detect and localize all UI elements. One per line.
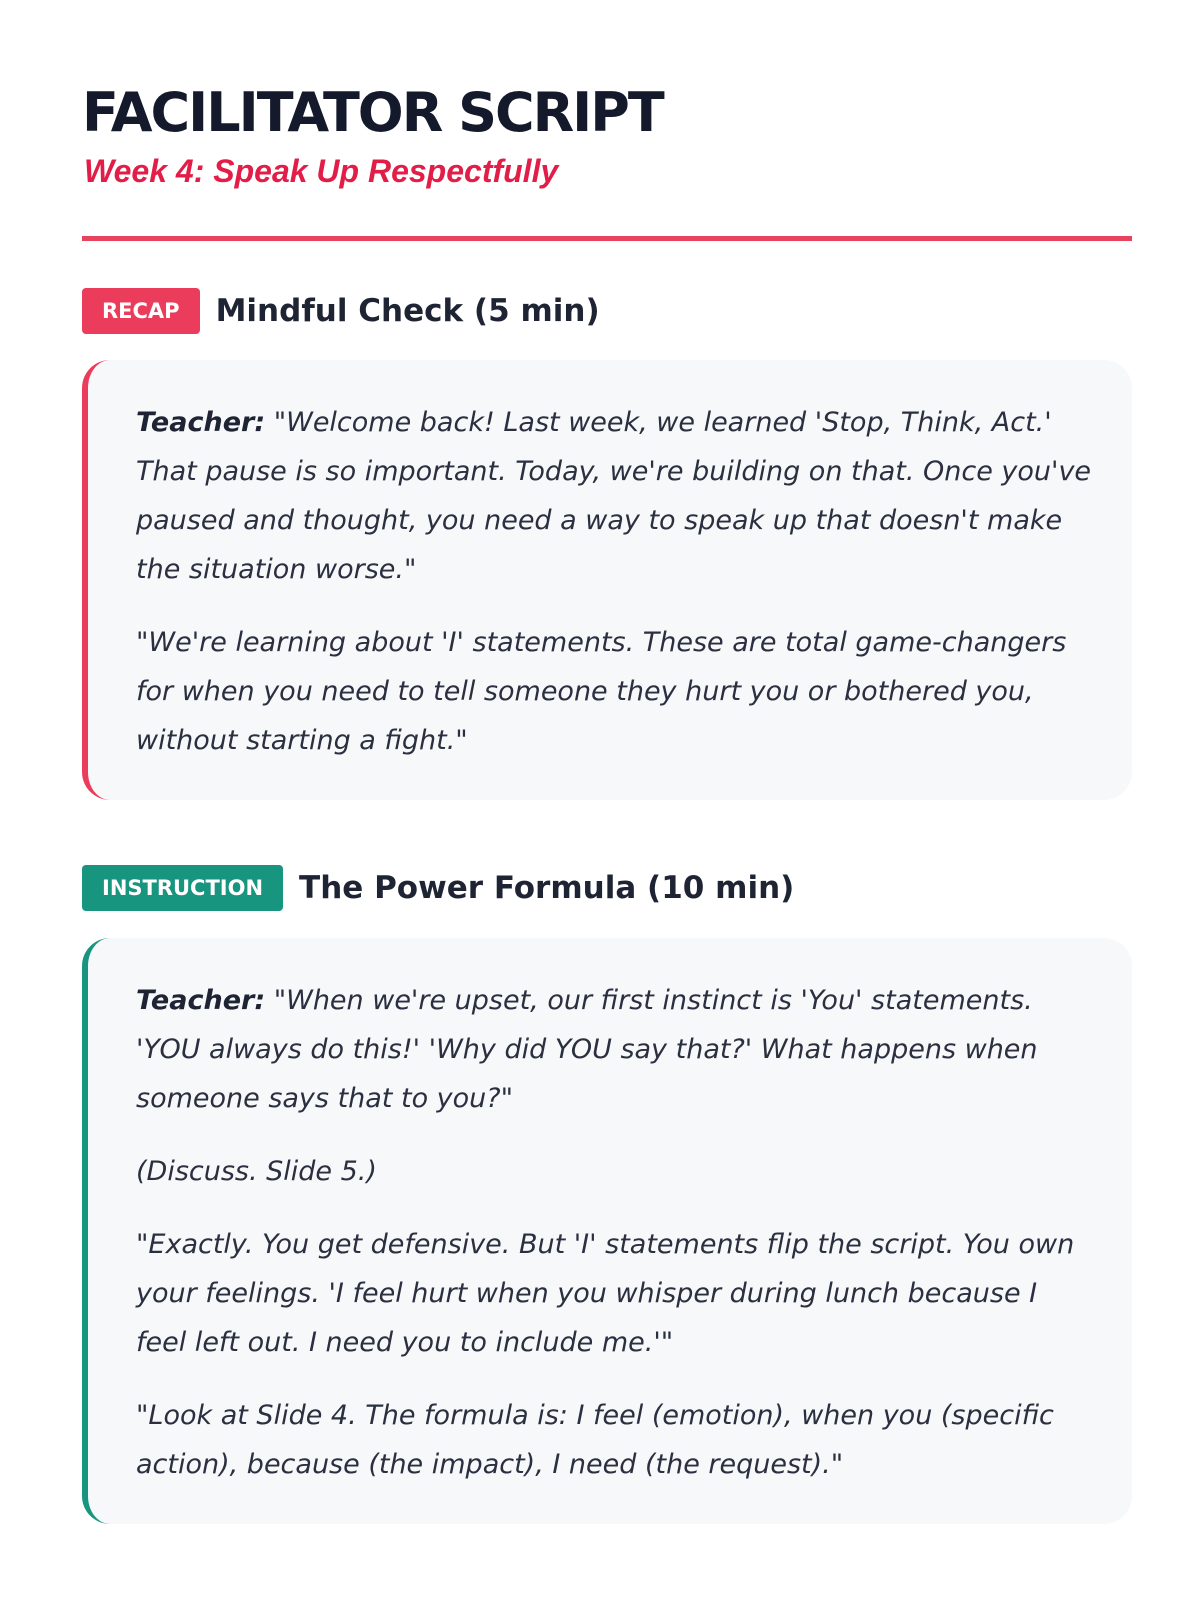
section-title-instruction: The Power Formula (10 min) [299, 870, 795, 906]
recap-badge: RECAP [82, 288, 200, 334]
script-text: "When we're upset, our first instinct is 'You' statements. 'YOU always do this!' 'Why did YOU say that?' What happens when someone says that to you?" [136, 985, 1038, 1114]
page-title: FACILITATOR SCRIPT [82, 81, 663, 144]
speaker-label: Teacher: [136, 985, 266, 1016]
script-text: "Welcome back! Last week, we learned 'Stop, Think, Act.' That pause is so important. Today, we're building on that. Once you've paused and thought, you need a way to speak up that doesn't make the situation worse." [136, 407, 1092, 585]
script-text: (Discuss. Slide 5.) [136, 1156, 377, 1187]
script-paragraph [136, 1147, 1092, 1196]
header-divider [82, 236, 1132, 241]
script-text: "Look at Slide 4. The formula is: I feel (emotion), when you (specific action), because (the impact), I need (the request)." [136, 1400, 1054, 1480]
script-card-instruction [82, 938, 1132, 1524]
script-paragraph [136, 1220, 1092, 1367]
script-text: "We're learning about 'I' statements. These are total game-changers for when you need to tell someone they hurt you or bothered you, without starting a fight." [136, 627, 1067, 756]
script-paragraph [136, 1391, 1092, 1489]
script-card-recap [82, 360, 1132, 800]
script-paragraph [136, 976, 1092, 1123]
script-text: "Exactly. You get defensive. But 'I' statements flip the script. You own your feelings. 'I feel hurt when you whisper during lunch because I feel left out. I need you to include me.'" [136, 1229, 1075, 1358]
section-header-instruction [82, 865, 794, 911]
section-header-recap [82, 288, 600, 334]
speaker-label: Teacher: [136, 407, 266, 438]
script-paragraph [136, 618, 1092, 765]
script-paragraph [136, 398, 1092, 594]
page-subtitle: Week 4: Speak Up Respectfully [84, 153, 559, 189]
section-title-recap: Mindful Check (5 min) [215, 293, 600, 329]
instruction-badge: INSTRUCTION [82, 865, 283, 911]
